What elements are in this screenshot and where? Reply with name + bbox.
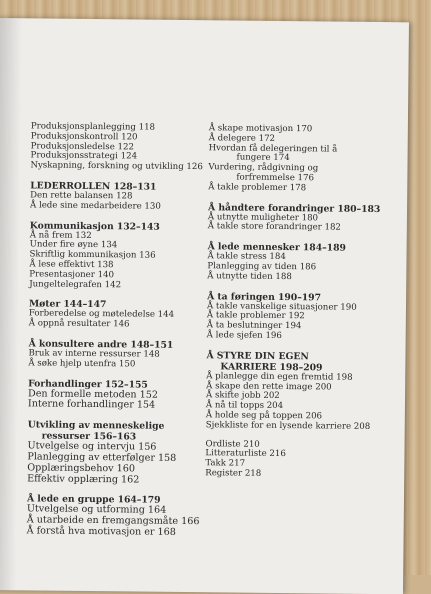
toc-entry: Register 218 (205, 468, 262, 479)
toc-section-heading: Utvikling av menneskelige (27, 419, 165, 432)
toc-entry: Utvelgelse og utforming 164 (26, 503, 167, 517)
toc-section-heading: ressurser 156–163 (41, 430, 137, 443)
toc-entry: Å oppnå resultater 146 (28, 318, 130, 330)
toc-entry: Å utarbeide en fremgangsmåte 166 (26, 514, 200, 528)
toc-section-heading: Å håndtere forandringer 180–183 (207, 201, 381, 215)
toc-entry: Å søke hjelp utenfra 150 (28, 358, 136, 370)
toc-entry: Å holde seg på toppen 206 (205, 410, 323, 422)
toc-entry: Å ta beslutninger 194 (206, 320, 302, 332)
toc-section-heading: Å konsultere andre 148–151 (28, 338, 174, 351)
toc-entry: Planlegging av tiden 186 (207, 261, 317, 273)
toc-section-heading: Forhandlinger 152–155 (28, 377, 148, 391)
toc-entry: Å takle problemer 178 (208, 182, 307, 194)
toc-entry: Å utnytte muligheter 180 (207, 211, 319, 223)
toc-entry: Å skape den rette image 200 (206, 380, 332, 393)
toc-entry: Opplæringsbehov 160 (27, 462, 136, 475)
toc-entry: Å utnytte tiden 188 (207, 270, 292, 282)
toc-entry: Den formelle metoden 152 (28, 387, 159, 401)
toc-entry: Planlegging av etterfølger 158 (27, 451, 177, 464)
toc-section-heading: Å ta føringen 190–197 (207, 290, 322, 303)
toc-right-column (205, 124, 405, 481)
toc-entry: Produksjonsstrategi 124 (30, 150, 138, 162)
toc-left-column (27, 122, 221, 539)
toc-entry: forfremmelse 176 (236, 172, 315, 184)
toc-entry: Den rette balansen 128 (30, 190, 133, 202)
toc-entry: Ordliste 210 (205, 438, 260, 450)
toc-section-heading: LEDERROLLEN 128–131 (30, 180, 157, 193)
toc-entry: Hvordan få delegeringen til å (208, 142, 338, 155)
toc-entry: Sjekkliste for en lysende karriere 208 (205, 419, 371, 432)
toc-entry: Effektiv opplæring 162 (27, 472, 140, 486)
toc-entry: Jungeltelegrafen 142 (29, 278, 122, 290)
toc-entry: Å lede sjefen 196 (206, 330, 282, 341)
toc-entry: Å skifte jobb 202 (206, 390, 280, 402)
toc-entry: Å nå til topps 204 (205, 400, 284, 412)
toc-section-heading: Å lede mennesker 184–189 (207, 241, 346, 254)
toc-entry: fungere 174 (236, 152, 290, 164)
toc-entry: Produksjonsledelse 122 (30, 140, 135, 153)
toc-section-heading: KARRIERE 198–209 (220, 361, 323, 374)
toc-entry: Takk 217 (205, 458, 246, 469)
toc-entry: Skriftlig kommunikasjon 136 (29, 249, 156, 261)
toc-entry: Å takle store forandringer 182 (207, 221, 341, 233)
toc-section-heading: Å lede en gruppe 164–179 (26, 493, 161, 507)
toc-entry: Å forstå hva motivasjon er 168 (26, 525, 176, 538)
toc-entry: Å delegere 172 (208, 133, 276, 144)
toc-entry: Å planlegge din egen fremtid 198 (206, 370, 353, 383)
toc-entry: Forberedelse og møteledelse 144 (28, 308, 175, 321)
toc-entry: Å nå frem 132 (29, 229, 92, 241)
toc-entry: Å lese effektivt 138 (29, 259, 114, 271)
toc-entry: Litteraturliste 216 (205, 448, 286, 460)
toc-entry: Vurdering, rådgivning og (208, 162, 319, 174)
toc-entry: Under fire øyne 134 (29, 239, 118, 251)
toc-entry: Å lede sine medarbeidere 130 (29, 200, 161, 212)
toc-entry: Presentasjoner 140 (29, 269, 115, 281)
toc-entry: Produksjonsplanlegging 118 (30, 121, 156, 133)
toc-entry: Å takle stress 184 (207, 251, 286, 263)
toc-entry: Interne forhandlinger 154 (27, 398, 156, 412)
toc-entry: Å skape motivasjon 170 (208, 123, 313, 135)
toc-entry: Bruk av interne ressurser 148 (28, 348, 160, 360)
toc-entry: Å takle problemer 192 (206, 310, 305, 322)
toc-section-heading: Kommunikasjon 132–143 (29, 219, 160, 233)
toc-entry: Å takle vanskelige situasjoner 190 (206, 300, 357, 313)
toc-entry: Nyskapning, forskning og utvikling 126 (30, 160, 203, 173)
toc-section-heading: Å STYRE DIN EGEN (206, 349, 309, 363)
toc-section-heading: Møter 144–147 (28, 298, 107, 311)
toc-entry: Utvelgelse og intervju 156 (27, 440, 157, 453)
toc-entry: Produksjonskontroll 120 (30, 131, 138, 143)
book-page (0, 18, 409, 594)
